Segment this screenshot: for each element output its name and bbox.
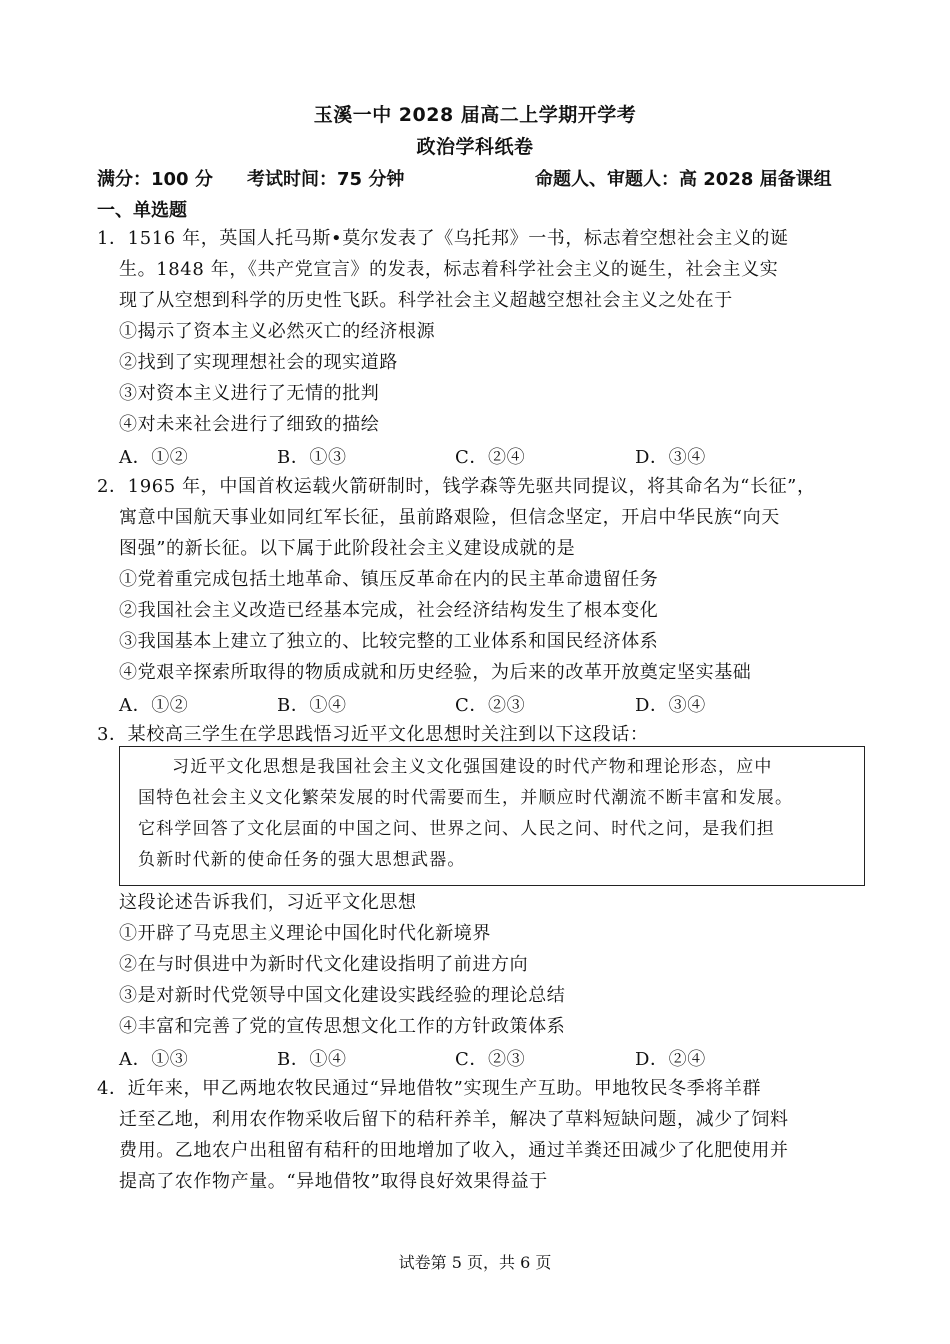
q1-stem-line: 1．1516 年，英国人托马斯•莫尔发表了《乌托邦》一书，标志着空想社会主义的诞: [97, 228, 789, 249]
q1-option: ③对资本主义进行了无情的批判: [119, 383, 380, 404]
q3-option: ①开辟了马克思主义理论中国化时代化新境界: [119, 923, 491, 944]
q3-option: ②在与时俱进中为新时代文化建设指明了前进方向: [119, 954, 529, 975]
quote-line: 习近平文化思想是我国社会主义文化强国建设的时代产物和理论形态，应中: [172, 757, 773, 777]
exam-meta: [97, 165, 857, 191]
time-label: 考试时间：75 分钟: [247, 169, 405, 190]
q1-choice-d[interactable]: D．③④: [635, 447, 706, 468]
exam-title: 玉溪一中 2028 届高二上学期开学考: [313, 104, 637, 126]
q2-choices: [119, 691, 839, 717]
q2-option: ②我国社会主义改造已经基本完成，社会经济结构发生了根本变化: [119, 600, 659, 621]
q3-option: ③是对新时代党领导中国文化建设实践经验的理论总结: [119, 985, 566, 1006]
q2-choice-a[interactable]: A．①②: [119, 695, 189, 716]
quote-line: 负新时代新的使命任务的强大思想武器。: [138, 850, 466, 870]
q3-stem-line: 3．某校高三学生在学思践悟习近平文化思想时关注到以下这段话：: [97, 724, 649, 745]
q3-choice-d[interactable]: D．②④: [635, 1049, 706, 1070]
q4-stem-line: 4．近年来，甲乙两地农牧民通过“异地借牧”实现生产互助。甲地牧民冬季将羊群: [97, 1078, 762, 1099]
q4-stem-line: 费用。乙地农户出租留有秸秆的田地增加了收入，通过羊粪还田减少了化肥使用并: [119, 1140, 789, 1161]
page-footer: 试卷第 5 页，共 6 页: [398, 1253, 552, 1272]
quote-box: [119, 746, 865, 886]
q2-choice-d[interactable]: D．③④: [635, 695, 706, 716]
authors-label: 命题人、审题人：高 2028 届备课组: [535, 169, 832, 190]
q1-option: ②找到了实现理想社会的现实道路: [119, 352, 398, 373]
exam-subtitle: 政治学科纸卷: [416, 136, 534, 158]
q2-choice-c[interactable]: C．②③: [455, 695, 526, 716]
q3-choice-a[interactable]: A．①③: [119, 1049, 189, 1070]
score-label: 满分：100 分: [97, 169, 213, 190]
q4-stem-line: 迁至乙地，利用农作物采收后留下的秸秆养羊，解决了草料短缺问题，减少了饲料: [119, 1109, 789, 1130]
q1-choice-c[interactable]: C．②④: [455, 447, 526, 468]
section-heading: 一、单选题: [97, 200, 187, 221]
q3-follow-text: 这段论述告诉我们，习近平文化思想: [119, 892, 417, 913]
q2-stem-line: 寓意中国航天事业如同红军长征，虽前路艰险，但信念坚定，开启中华民族“向天: [119, 507, 780, 528]
q1-option: ①揭示了资本主义必然灭亡的经济根源: [119, 321, 436, 342]
q3-choice-b[interactable]: B．①④: [277, 1049, 347, 1070]
q1-stem-line: 现了从空想到科学的历史性飞跃。科学社会主义超越空想社会主义之处在于: [119, 290, 733, 311]
q2-option: ④党艰辛探索所取得的物质成就和历史经验，为后来的改革开放奠定坚实基础: [119, 662, 752, 683]
q3-choice-c[interactable]: C．②③: [455, 1049, 526, 1070]
q1-choice-a[interactable]: A．①②: [119, 447, 189, 468]
q1-option: ④对未来社会进行了细致的描绘: [119, 414, 380, 435]
q1-choices: [119, 443, 839, 469]
q4-stem-line: 提高了农作物产量。“异地借牧”取得良好效果得益于: [119, 1171, 548, 1192]
q3-option: ④丰富和完善了党的宣传思想文化工作的方针政策体系: [119, 1016, 566, 1037]
q1-choice-b[interactable]: B．①③: [277, 447, 347, 468]
quote-line: 国特色社会主义文化繁荣发展的时代需要而生，并顺应时代潮流不断丰富和发展。: [138, 788, 794, 808]
q2-stem-line: 2．1965 年，中国首枚运载火箭研制时，钱学森等先驱共同提议，将其命名为“长征”，: [97, 476, 816, 497]
q1-stem-line: 生。1848 年，《共产党宣言》的发表，标志着科学社会主义的诞生，社会主义实: [119, 259, 779, 280]
q2-option: ①党着重完成包括土地革命、镇压反革命在内的民主革命遗留任务: [119, 569, 659, 590]
q2-option: ③我国基本上建立了独立的、比较完整的工业体系和国民经济体系: [119, 631, 659, 652]
quote-line: 它科学回答了文化层面的中国之问、世界之问、人民之问、时代之问，是我们担: [138, 819, 775, 839]
q3-choices: [119, 1045, 839, 1071]
q2-stem-line: 图强”的新长征。以下属于此阶段社会主义建设成就的是: [119, 538, 576, 559]
q2-choice-b[interactable]: B．①④: [277, 695, 347, 716]
